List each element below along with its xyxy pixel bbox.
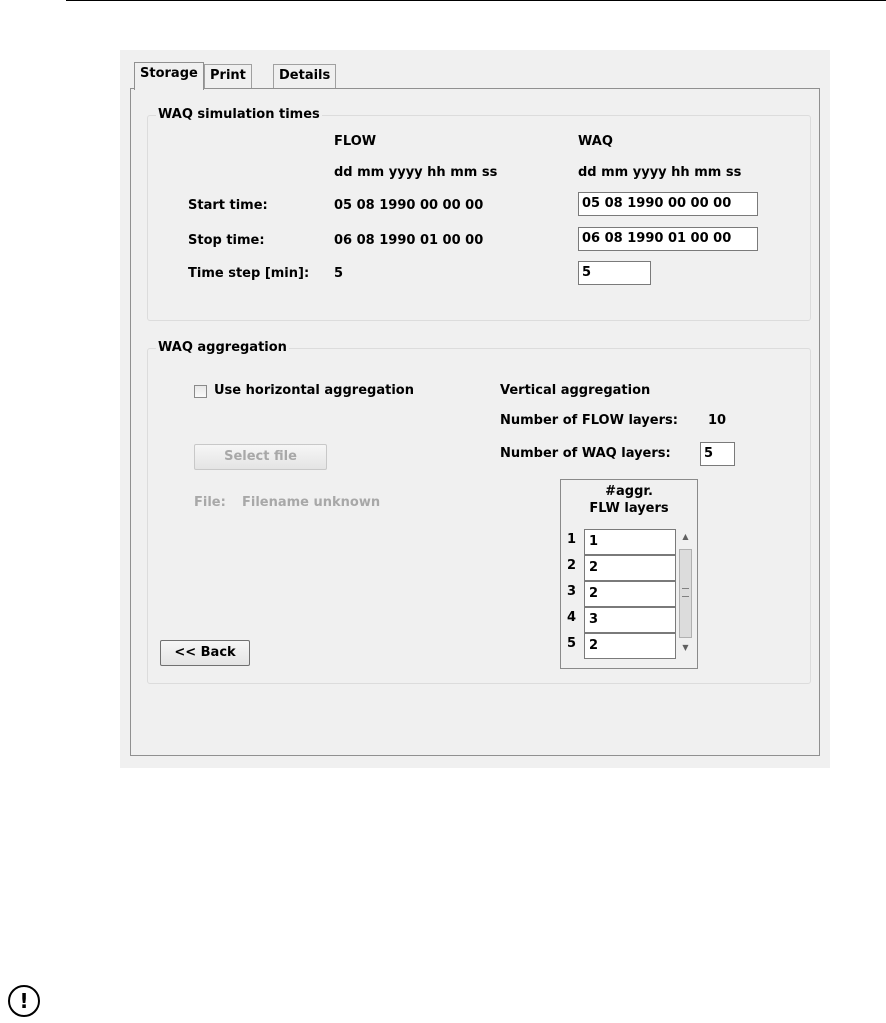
simulation-times-title: WAQ simulation times <box>158 107 320 122</box>
horizontal-aggregation-checkbox[interactable] <box>194 385 207 398</box>
row-index: 2 <box>567 558 577 573</box>
flow-stop-time: 06 08 1990 01 00 00 <box>334 233 484 248</box>
grip-icon <box>682 588 689 597</box>
waq-stop-time-input[interactable]: 06 08 1990 01 00 00 <box>578 227 758 251</box>
aggregation-dialog <box>120 50 830 768</box>
select-file-button[interactable]: Select file <box>194 444 327 470</box>
simulation-times-group <box>147 107 811 321</box>
aggregation-group <box>147 340 811 684</box>
tab-print[interactable]: Print <box>204 64 252 88</box>
tab-details[interactable]: Details <box>273 64 336 88</box>
vertical-aggregation-title: Vertical aggregation <box>500 383 651 398</box>
row-index: 3 <box>567 584 577 599</box>
layer-cell[interactable]: 2 <box>584 633 676 659</box>
flow-start-time: 05 08 1990 00 00 00 <box>334 198 484 213</box>
file-label: File: <box>194 495 226 510</box>
layer-cell[interactable]: 1 <box>584 529 676 555</box>
flow-format-label: dd mm yyyy hh mm ss <box>334 165 498 180</box>
waq-column-header: WAQ <box>578 134 613 149</box>
page-header-rule <box>66 0 886 1</box>
layer-cell[interactable]: 2 <box>584 555 676 581</box>
stop-time-label: Stop time: <box>188 233 265 248</box>
scrollbar-thumb[interactable] <box>679 549 692 638</box>
row-index: 4 <box>567 610 577 625</box>
layer-cell[interactable]: 2 <box>584 581 676 607</box>
flow-column-header: FLOW <box>334 134 377 149</box>
waq-layers-input[interactable]: 5 <box>700 442 735 466</box>
row-index: 5 <box>567 636 577 651</box>
table-header-line1: #aggr. <box>605 484 653 499</box>
file-name-value: Filename unknown <box>242 495 381 510</box>
table-header <box>561 483 697 517</box>
waq-start-time-input[interactable]: 05 08 1990 00 00 00 <box>578 192 758 216</box>
flow-time-step: 5 <box>334 266 344 281</box>
time-step-label: Time step [min]: <box>188 266 310 281</box>
scroll-up-arrow-icon[interactable]: ▲ <box>682 532 689 541</box>
layer-aggregation-table <box>560 479 698 669</box>
waq-time-step-input[interactable]: 5 <box>578 261 651 285</box>
exclamation-circle-icon: ! <box>8 985 40 1017</box>
table-header-line2: FLW layers <box>589 501 669 516</box>
start-time-label: Start time: <box>188 198 268 213</box>
row-index: 1 <box>567 532 577 547</box>
storage-tab-panel <box>130 88 820 756</box>
table-scrollbar[interactable] <box>677 529 694 659</box>
horizontal-aggregation-label: Use horizontal aggregation <box>214 383 414 398</box>
flow-layers-value: 10 <box>708 413 727 428</box>
flow-layers-label: Number of FLOW layers: <box>500 413 678 428</box>
scroll-down-arrow-icon[interactable]: ▼ <box>682 643 689 652</box>
back-button[interactable]: << Back <box>160 640 250 666</box>
aggregation-title: WAQ aggregation <box>158 340 287 355</box>
waq-format-label: dd mm yyyy hh mm ss <box>578 165 742 180</box>
layer-cell[interactable]: 3 <box>584 607 676 633</box>
waq-layers-label: Number of WAQ layers: <box>500 446 671 461</box>
tab-storage[interactable]: Storage <box>134 62 204 90</box>
